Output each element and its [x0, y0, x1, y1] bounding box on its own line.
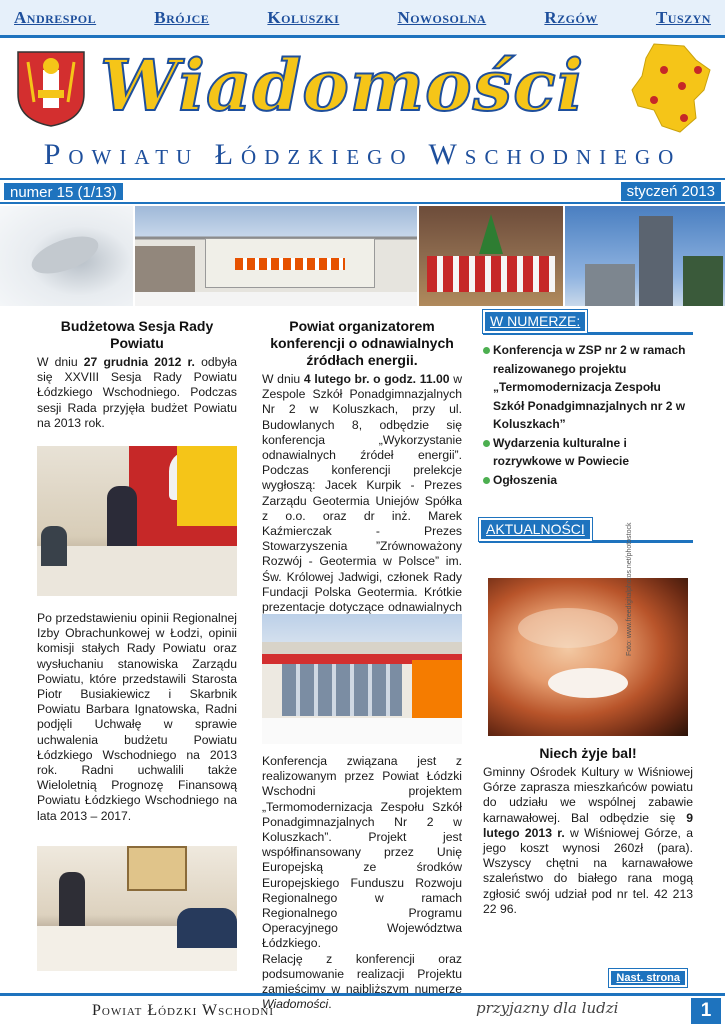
sidebar — [483, 310, 693, 489]
town-koluszki[interactable]: Koluszki — [267, 7, 340, 27]
issue-date: styczeń 2013 — [621, 182, 721, 201]
in-issue-item[interactable]: Wydarzenia kulturalne i rozrywkowe w Powiecie — [483, 434, 693, 471]
town-tuszyn[interactable]: Tuszyn — [655, 7, 711, 27]
news-paragraph — [483, 765, 693, 917]
photo-dancing-woman — [488, 578, 688, 736]
in-issue-header: W NUMERZE: — [483, 310, 587, 333]
closing-end: . — [328, 997, 332, 1012]
article-conference — [262, 318, 462, 646]
page-number: 1 — [691, 998, 721, 1024]
lead-date: 27 grudnia 2012 r. — [83, 355, 195, 369]
photo-council-session-1 — [37, 446, 237, 596]
article-budget-body — [37, 611, 237, 824]
conf-lead-text: W dniu — [262, 372, 304, 386]
photo-council-session-2 — [37, 846, 237, 971]
photo-concert-choir — [419, 206, 563, 306]
masthead-title: Wiadomości — [100, 44, 585, 127]
article-budget-title: Budżetowa Sesja Rady Powiatu — [60, 318, 214, 351]
town-andrespol[interactable]: Andrespol — [14, 7, 97, 27]
masthead-subtitle: Powiatu Łódzkiego Wschodniego — [43, 138, 682, 171]
conf-lead-text-cont: w Zespole Szkół Ponadgimnazjalnych Nr 2 w Koluszkach, przy ul. Budowlanych 8, odbędzie się konferencja „Wykorzystanie odnawialnych źródeł energii”. Podczas konferencji prelekcje wygłoszą: Jacek Kurpik - Prezes Zarządu Geotermia Uniejów Spółka z o.o. oraz dr inż. Marek Kaźmierczak - Prezes Stowarzyszenia ”Zrównoważony Rozwój - Geotermia w Polsce” im. Św. Królowej Jadwigi, członek Rady Fundacji Polska Geotermia. Krótkie prezentacje dotyczące odnawialnych — [262, 372, 463, 615]
in-issue-list — [483, 341, 693, 489]
county-map-icon — [624, 40, 716, 136]
photo-strip — [0, 206, 725, 306]
photo-credit: Foto: www.freedigitalphotos.net/photostock — [626, 522, 633, 656]
news-section — [479, 518, 693, 543]
photo-city-tower — [565, 206, 725, 306]
article-conference-title: Powiat organizatorem konferencji o odnawialnych źródłach energii. — [270, 318, 454, 368]
news-date: 9 lutego 2013 r. — [483, 810, 693, 840]
next-page-button[interactable]: Nast. strona — [609, 969, 687, 987]
issue-number: numer 15 (1/13) — [3, 182, 124, 201]
news-text-cont: w Wiśniowej Górze, a jego koszt wynosi 260zł (para). Wszyscy chętni na karnawałowe szaleństwo do białego rana mogą zgłosić swój udział pod nr tel. 42 213 22 96. — [483, 825, 693, 916]
news-article — [483, 745, 693, 917]
article-conference-paragraph: Konferencja związana jest z realizowanym przez Powiat Łódzki Wschodni projektem „Termomodernizacja Zespołu Szkół Ponadgimnazjalnych Nr 2 w Koluszkach”. Projekt jest współfinansowany przez Unię Europejską ze środków Europejskiego Funduszu Rozwoju Regionalnego w ramach Regionalnego Programu Operacyjnego Województwa Łódzkiego. — [262, 754, 462, 951]
towns-strip — [0, 0, 725, 38]
conf-lead-date: 4 lutego br. o godz. 11.00 — [303, 372, 450, 386]
news-text: Gminny Ośrodek Kultury w Wiśniowej Górze zaprasza mieszkańców powiatu do udziału we wspólnej zabawie karnawałowej. Bal odbędzie się — [483, 765, 693, 825]
article-budget-paragraph: Po przedstawieniu opinii Regionalnej Izby Obrachunkowej w Łodzi, opinii komisji stałych Rady Powiatu oraz wysłuchaniu stanowiska Zarządu Powiatu, które przedstawili Starosta Piotr Busiakiewicz i Skarbnik Powiatu Barbara Ignatowska, Radni podjęli Uchwałę w sprawie uchwalenia budżetu Powiatu Łódzkiego Wschodniego na 2013 rok. Radni uchwalili także Wieloletnią Prognozę Finansową Powiatu Łódzkiego Wschodniego na lata 2013 – 2017. — [37, 611, 237, 823]
issue-bar — [0, 178, 725, 204]
article-conference-body — [262, 754, 462, 1012]
photo-footprint-snow — [0, 206, 133, 306]
coat-of-arms-icon — [16, 50, 86, 128]
town-rzgow[interactable]: Rzgów — [544, 7, 598, 27]
news-title: Niech żyje bal! — [539, 745, 637, 761]
masthead — [0, 38, 725, 138]
photo-school-entrance — [262, 614, 462, 744]
footer — [0, 993, 725, 1024]
in-issue-item[interactable]: Konferencja w ZSP nr 2 w ramach realizowanego projektu „Termomodernizacja Zespołu Szkół Ponadgimnazjalnych nr 2 w Koluszkach” — [483, 341, 693, 434]
in-issue-item[interactable]: Ogłoszenia — [483, 471, 693, 490]
footer-county: Powiat Łódzki Wschodni — [92, 1002, 275, 1019]
article-budget-lead — [37, 355, 237, 431]
closing-publication: Wiadomości — [262, 997, 329, 1012]
town-nowosolna[interactable]: Nowosolna — [397, 7, 487, 27]
closing-text: Relację z konferencji oraz podsumowanie realizacji Projektu zamieścimy w najbliższym numerze — [262, 951, 462, 997]
article-conference-lead — [262, 372, 462, 646]
photo-school-building — [135, 206, 417, 306]
town-brojce[interactable]: Brójce — [154, 7, 210, 27]
article-budget-session — [37, 318, 237, 431]
footer-motto: przyjazny dla ludzi — [476, 999, 619, 1017]
lead-text-cont: odbyła się XXVIII Sesja Rady Powiatu Łódzkiego Wschodniego. Podczas sesji Rada przyjęła budżet Powiatu na 2013 rok. — [37, 355, 237, 430]
news-header: AKTUALNOŚCI — [479, 518, 592, 541]
lead-text: W dniu — [37, 355, 84, 369]
